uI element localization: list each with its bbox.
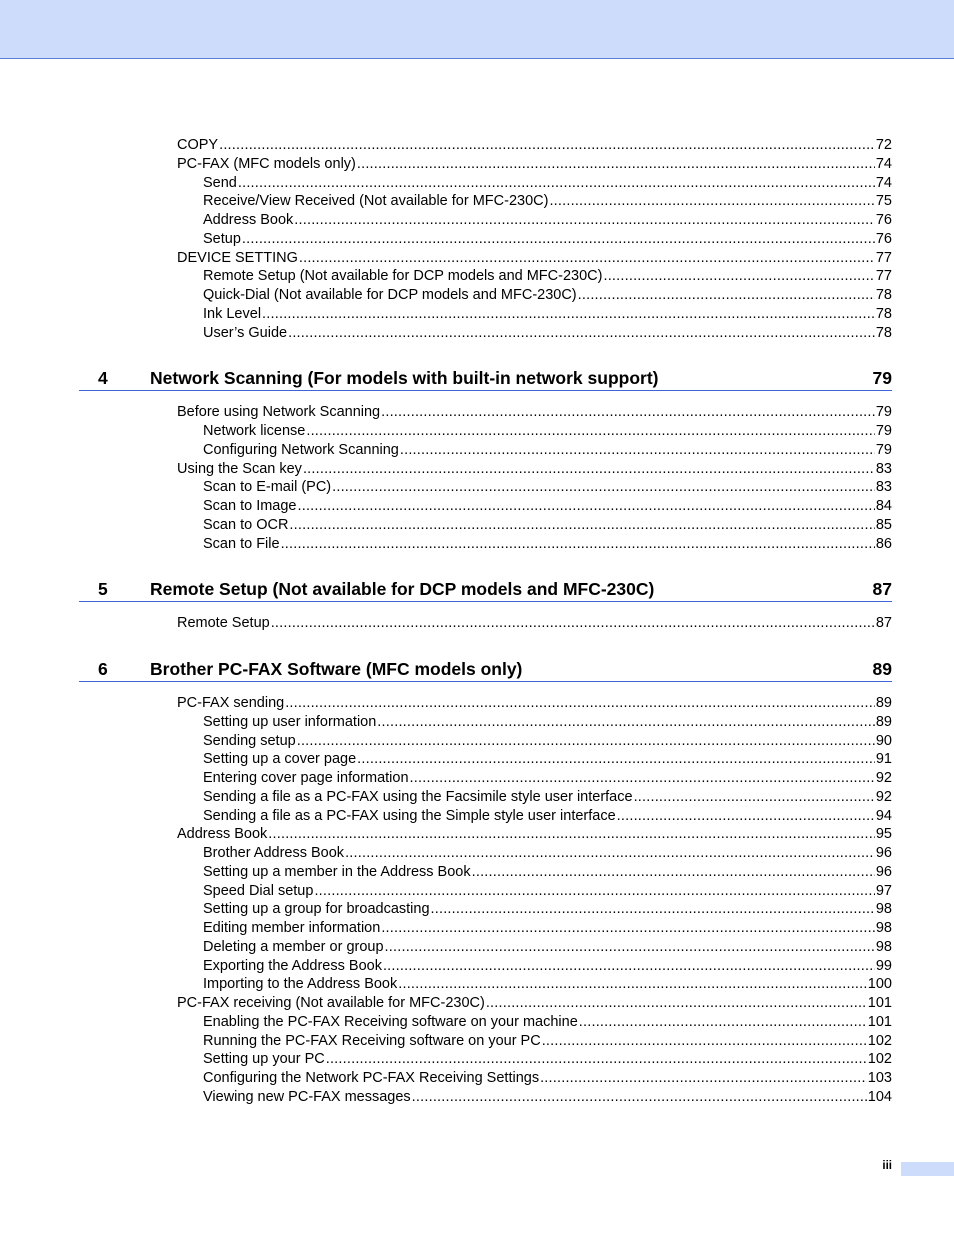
- toc-entry-title: Network license: [203, 423, 306, 439]
- toc-entry-page: 96: [875, 845, 892, 861]
- toc-entry-title: Before using Network Scanning: [177, 404, 381, 421]
- dot-leader: [281, 535, 875, 554]
- toc-entry[interactable]: [0, 1088, 892, 1107]
- toc-entry[interactable]: [0, 938, 892, 957]
- toc-entry[interactable]: [0, 516, 892, 535]
- toc-entry-page: 75: [875, 193, 892, 210]
- toc-entry[interactable]: [0, 1013, 892, 1032]
- chapter-heading[interactable]: [79, 364, 892, 391]
- toc-entry-page: 79: [875, 441, 892, 458]
- toc-entry[interactable]: [0, 919, 892, 938]
- toc-entry-page: 90: [875, 732, 892, 749]
- dot-leader: [381, 403, 875, 422]
- toc-entry-title: Setting up a group for broadcasting: [203, 901, 430, 918]
- dot-leader: [219, 136, 875, 155]
- toc-entry-title: Setting up your PC: [203, 1051, 325, 1068]
- dot-leader: [299, 249, 875, 268]
- toc-entry-page: 103: [867, 1070, 892, 1086]
- toc-entry-page: 83: [875, 460, 892, 477]
- toc-entry-page: 95: [875, 826, 892, 843]
- chapter-page: 79: [872, 368, 892, 389]
- table-of-contents: [0, 136, 954, 1107]
- chapter-number: 5: [98, 579, 108, 600]
- toc-entry-title: PC-FAX receiving (Not available for MFC-230C): [177, 995, 485, 1011]
- toc-entry-page: 91: [875, 751, 892, 768]
- dot-leader: [579, 1013, 867, 1032]
- dot-leader: [412, 1088, 867, 1107]
- toc-entry[interactable]: [0, 324, 892, 343]
- toc-entry-title: Setup: [203, 230, 241, 247]
- dot-leader: [431, 900, 875, 919]
- toc-entry-title: Setting up user information: [203, 713, 377, 730]
- toc-entry[interactable]: [0, 478, 892, 497]
- toc-entry[interactable]: [0, 994, 892, 1013]
- dot-leader: [634, 788, 875, 807]
- toc-entry-page: 77: [875, 268, 892, 285]
- chapter-number: 4: [98, 368, 108, 389]
- toc-entry[interactable]: [0, 267, 892, 286]
- toc-entry-page: 74: [875, 174, 892, 191]
- dot-leader: [578, 286, 875, 305]
- header-band: [0, 0, 954, 59]
- toc-entry-title: Brother Address Book: [203, 845, 345, 861]
- page-number: iii: [882, 1160, 892, 1172]
- dot-leader: [242, 230, 875, 249]
- toc-entry[interactable]: [0, 174, 892, 193]
- dot-leader: [540, 1069, 867, 1088]
- dot-leader: [326, 1050, 867, 1069]
- toc-entry[interactable]: [0, 155, 892, 174]
- toc-entry-title: Running the PC-FAX Receiving software on your PC: [203, 1032, 541, 1049]
- toc-entry-title: Remote Setup: [177, 615, 270, 632]
- toc-entry-title: Exporting the Address Book: [203, 957, 382, 974]
- toc-entry[interactable]: [0, 441, 892, 460]
- dot-leader: [306, 422, 875, 441]
- toc-entry-title: Quick-Dial (Not available for DCP models and MFC-230C): [203, 287, 577, 303]
- toc-entry-title: Scan to File: [203, 535, 280, 552]
- toc-entry-page: 87: [875, 615, 892, 632]
- toc-entry[interactable]: [0, 750, 892, 769]
- toc-entry-page: 78: [875, 324, 892, 341]
- toc-entry-page: 89: [875, 695, 892, 711]
- toc-entry[interactable]: [0, 788, 892, 807]
- toc-entry-title: Using the Scan key: [177, 460, 302, 477]
- toc-entry-title: PC-FAX sending: [177, 695, 285, 711]
- toc-entry-title: Send: [203, 174, 237, 191]
- toc-entry-page: 74: [875, 155, 892, 172]
- toc-entry-title: Address Book: [203, 212, 294, 228]
- toc-entry[interactable]: [0, 975, 892, 994]
- toc-entry[interactable]: [0, 614, 892, 633]
- toc-entry[interactable]: [0, 305, 892, 324]
- toc-entry[interactable]: [0, 211, 892, 230]
- toc-entry-page: 84: [875, 498, 892, 514]
- toc-entry[interactable]: [0, 1032, 892, 1051]
- dot-leader: [288, 324, 875, 343]
- dot-leader: [486, 994, 867, 1013]
- toc-entry-title: Scan to OCR: [203, 516, 289, 533]
- dot-leader: [383, 957, 875, 976]
- toc-entry-title: Configuring Network Scanning: [203, 441, 399, 458]
- toc-entry[interactable]: [0, 497, 892, 516]
- toc-entry-page: 83: [875, 479, 892, 496]
- toc-entry-title: Remote Setup (Not available for DCP models and MFC-230C): [203, 268, 603, 285]
- toc-entry-title: Address Book: [177, 826, 268, 843]
- toc-entry-title: Sending a file as a PC-FAX using the Simple style user interface: [203, 807, 616, 824]
- dot-leader: [381, 919, 875, 938]
- toc-entry-title: Configuring the Network PC-FAX Receiving Settings: [203, 1070, 540, 1086]
- toc-entry[interactable]: [0, 882, 892, 901]
- toc-entry-title: User’s Guide: [203, 324, 288, 341]
- chapter-title: Network Scanning (For models with built-in network support): [150, 368, 659, 389]
- toc-entry-page: 102: [867, 1032, 892, 1049]
- dot-leader: [289, 516, 874, 535]
- toc-entry-page: 76: [875, 212, 892, 228]
- dot-leader: [549, 192, 874, 211]
- dot-leader: [294, 211, 875, 230]
- toc-entry[interactable]: [0, 192, 892, 211]
- toc-entry-page: 104: [867, 1088, 892, 1105]
- toc-entry[interactable]: [0, 769, 892, 788]
- toc-entry[interactable]: [0, 286, 892, 305]
- toc-entry-page: 101: [867, 995, 892, 1011]
- dot-leader: [472, 863, 875, 882]
- toc-entry[interactable]: [0, 807, 892, 826]
- toc-entry-title: Setting up a cover page: [203, 751, 357, 768]
- toc-entry[interactable]: [0, 1050, 892, 1069]
- toc-entry-page: 99: [875, 957, 892, 974]
- toc-entry-title: Scan to Image: [203, 498, 297, 514]
- toc-entry-page: 101: [867, 1013, 892, 1030]
- toc-entry-page: 77: [875, 249, 892, 266]
- toc-entry[interactable]: [0, 422, 892, 441]
- chapter-page: 89: [872, 659, 892, 679]
- dot-leader: [298, 497, 875, 516]
- toc-entry-title: Sending setup: [203, 732, 296, 749]
- toc-entry[interactable]: [0, 403, 892, 422]
- toc-entry-page: 96: [875, 863, 892, 880]
- toc-entry[interactable]: [0, 1069, 892, 1088]
- toc-entry[interactable]: [0, 136, 892, 155]
- toc-entry-title: Enabling the PC-FAX Receiving software on your machine: [203, 1013, 578, 1030]
- toc-entry[interactable]: [0, 825, 892, 844]
- toc-entry-page: 98: [875, 920, 892, 936]
- dot-leader: [271, 614, 875, 633]
- toc-entry-page: 76: [875, 230, 892, 247]
- toc-entry-title: COPY: [177, 137, 219, 153]
- dot-leader: [332, 478, 875, 497]
- toc-entry-page: 79: [875, 423, 892, 439]
- toc-entry-page: 102: [867, 1051, 892, 1068]
- toc-entry-page: 92: [875, 770, 892, 786]
- chapter-heading[interactable]: [79, 575, 892, 602]
- dot-leader: [603, 267, 874, 286]
- dot-leader: [268, 825, 875, 844]
- toc-entry-title: DEVICE SETTING: [177, 249, 298, 266]
- dot-leader: [297, 732, 875, 751]
- toc-entry-page: 98: [875, 938, 892, 955]
- toc-entry[interactable]: [0, 844, 892, 863]
- toc-entry-title: Ink Level: [203, 305, 262, 322]
- toc-entry-title: Editing member information: [203, 920, 381, 936]
- dot-leader: [617, 807, 875, 826]
- dot-leader: [345, 844, 875, 863]
- dot-leader: [398, 975, 867, 994]
- dot-leader: [385, 938, 875, 957]
- toc-entry[interactable]: [0, 249, 892, 268]
- toc-entry[interactable]: [0, 460, 892, 479]
- dot-leader: [542, 1032, 867, 1051]
- toc-entry[interactable]: [0, 957, 892, 976]
- toc-entry-page: 89: [875, 713, 892, 730]
- dot-leader: [314, 882, 874, 901]
- toc-entry-title: Speed Dial setup: [203, 882, 314, 899]
- toc-entry[interactable]: [0, 535, 892, 554]
- toc-entry-page: 94: [875, 807, 892, 824]
- footer-tab: [901, 1162, 954, 1176]
- toc-entry-page: 79: [875, 404, 892, 421]
- chapter-heading[interactable]: [79, 655, 892, 682]
- toc-entry-page: 85: [875, 516, 892, 533]
- dot-leader: [262, 305, 875, 324]
- toc-entry-page: 78: [875, 287, 892, 303]
- toc-entry-page: 78: [875, 305, 892, 322]
- dot-leader: [357, 750, 875, 769]
- toc-entry-title: Viewing new PC-FAX messages: [203, 1088, 411, 1105]
- toc-entry-page: 100: [867, 976, 892, 993]
- dot-leader: [410, 769, 875, 788]
- dot-leader: [285, 694, 875, 713]
- toc-entry[interactable]: [0, 900, 892, 919]
- dot-leader: [357, 155, 875, 174]
- toc-entry-title: Deleting a member or group: [203, 938, 384, 955]
- toc-entry-title: Importing to the Address Book: [203, 976, 398, 993]
- toc-entry[interactable]: [0, 732, 892, 751]
- toc-entry[interactable]: [0, 230, 892, 249]
- toc-entry-title: Scan to E-mail (PC): [203, 479, 332, 496]
- toc-entry-page: 86: [875, 535, 892, 552]
- chapter-title: Remote Setup (Not available for DCP models and MFC-230C): [150, 579, 655, 600]
- dot-leader: [303, 460, 875, 479]
- toc-entry[interactable]: [0, 863, 892, 882]
- toc-entry-page: 92: [875, 788, 892, 805]
- toc-entry[interactable]: [0, 694, 892, 713]
- toc-entry-page: 98: [875, 901, 892, 918]
- toc-entry-title: Entering cover page information: [203, 770, 409, 786]
- toc-entry-title: Receive/View Received (Not available for MFC-230C): [203, 193, 549, 210]
- dot-leader: [377, 713, 875, 732]
- toc-entry-page: 97: [875, 882, 892, 899]
- toc-entry[interactable]: [0, 713, 892, 732]
- dot-leader: [238, 174, 875, 193]
- toc-entry-title: Sending a file as a PC-FAX using the Facsimile style user interface: [203, 788, 633, 805]
- chapter-page: 87: [872, 579, 892, 600]
- toc-entry-title: PC-FAX (MFC models only): [177, 155, 356, 172]
- dot-leader: [400, 441, 875, 460]
- toc-entry-page: 72: [875, 137, 892, 153]
- chapter-number: 6: [98, 659, 108, 679]
- chapter-title: Brother PC-FAX Software (MFC models only): [150, 659, 523, 679]
- toc-entry-title: Setting up a member in the Address Book: [203, 863, 471, 880]
